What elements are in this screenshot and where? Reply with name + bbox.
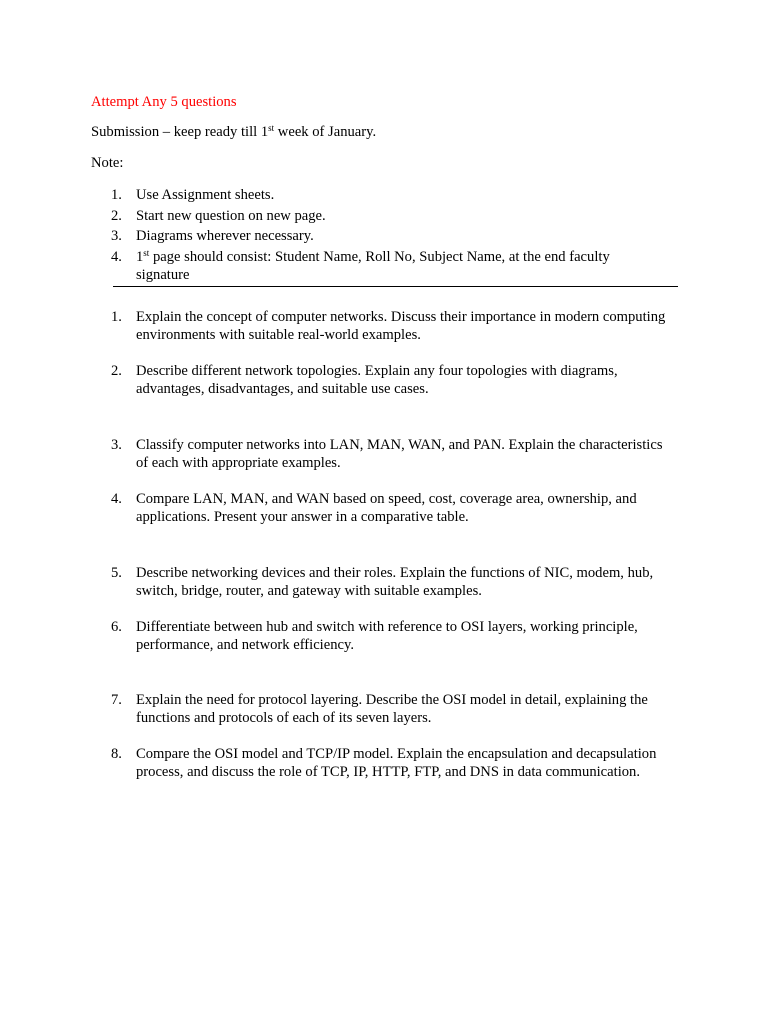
note-item	[0, 186, 768, 204]
question-number: 2.	[111, 363, 122, 379]
question-text: Classify computer networks into LAN, MAN, WAN, and PAN. Explain the characteristics of each with appropriate examples.	[136, 437, 663, 471]
note-item	[0, 207, 768, 225]
note-item	[0, 227, 768, 245]
submission-ordinal-suffix: st	[268, 123, 275, 133]
question-item	[0, 308, 768, 344]
question-item	[0, 362, 768, 398]
note-number: 3.	[111, 228, 122, 245]
note-ordinal-suffix: st	[143, 247, 150, 258]
note-list	[0, 186, 768, 286]
question-number: 1.	[111, 309, 122, 325]
question-item	[0, 436, 768, 472]
instruction-heading: Attempt Any 5 questions	[91, 94, 237, 110]
section-divider	[113, 286, 678, 287]
submission-prefix: Submission – keep ready till 1	[91, 124, 269, 140]
question-number: 5.	[111, 565, 122, 581]
question-item	[0, 745, 768, 781]
note-text: Start new question on new page.	[136, 207, 326, 224]
note-item	[0, 248, 768, 284]
question-item	[0, 564, 768, 600]
question-text: Explain the need for protocol layering. Describe the OSI model in detail, explaining the functions and protocols of each of its seven layers.	[136, 692, 648, 726]
note-number: 1.	[111, 187, 122, 203]
question-text: Explain the concept of computer networks. Discuss their importance in modern computing environments with suitable real-world examples.	[136, 309, 666, 343]
note-text-rest: page should consist: Student Name, Roll No, Subject Name, at the end faculty signature	[136, 248, 610, 283]
note-number: 4.	[111, 248, 122, 265]
question-item	[0, 618, 768, 654]
question-text: Compare the OSI model and TCP/IP model. Explain the encapsulation and decapsulation process, and discuss the role of TCP, IP, HTTP, FTP, and DNS in data communication.	[136, 746, 657, 780]
note-text: Diagrams wherever necessary.	[136, 228, 314, 245]
question-number: 3.	[111, 437, 122, 453]
question-text: Differentiate between hub and switch with reference to OSI layers, working principle, performance, and network efficiency.	[136, 619, 638, 653]
question-number: 8.	[111, 746, 122, 762]
question-text: Describe different network topologies. Explain any four topologies with diagrams, advantages, disadvantages, and suitable use cases.	[136, 363, 618, 397]
question-number: 4.	[111, 491, 122, 507]
note-text	[136, 248, 656, 284]
question-item	[0, 490, 768, 526]
question-number: 6.	[111, 619, 122, 635]
submission-line	[91, 123, 376, 141]
question-item	[0, 691, 768, 727]
question-text: Describe networking devices and their roles. Explain the functions of NIC, modem, hub, switch, bridge, router, and gateway with suitable examples.	[136, 565, 654, 599]
note-text: Use Assignment sheets.	[136, 187, 275, 203]
submission-suffix: week of January.	[274, 124, 377, 140]
note-number: 2.	[111, 207, 122, 224]
note-ordinal: 1	[136, 248, 144, 265]
question-number: 7.	[111, 692, 122, 708]
note-label: Note:	[91, 155, 124, 171]
question-text: Compare LAN, MAN, and WAN based on speed, cost, coverage area, ownership, and applications. Present your answer in a comparative table.	[136, 491, 637, 525]
